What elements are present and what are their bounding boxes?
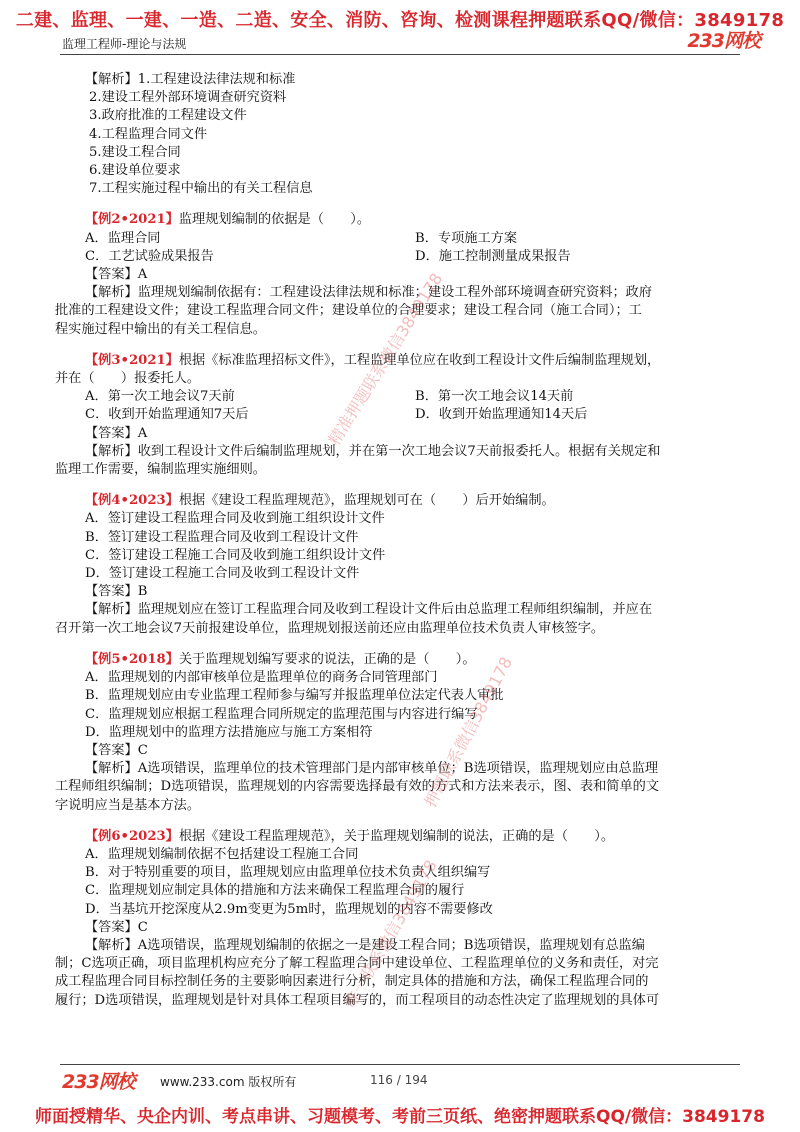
intro-line: 7.工程实施过程中输出的有关工程信息	[89, 181, 313, 197]
intro-line: 3.政府批准的工程建设文件	[89, 108, 247, 124]
logo-233-bottom: 233网校	[62, 1071, 135, 1093]
page-number: 116 / 194	[370, 1073, 428, 1087]
analysis-line: 【解析】A选项错误，监理规划编制的依据之一是建设工程合同；B选项错误，监理规划有总监编	[85, 937, 645, 953]
intro-analysis	[85, 71, 735, 198]
analysis-line: 【解析】监理规划编制依据有：工程建设法律法规和标准；建设工程外部环境调查研究资料；政府	[85, 285, 653, 301]
analysis-line: 【解析】收到工程设计文件后编制监理规划，并在第一次工地会议7天前报委托人。根据有关规定和	[85, 443, 661, 459]
option-d: D．签订建设工程施工合同及收到工程设计文件	[85, 566, 360, 582]
example-tag: 【例5•2018】	[85, 651, 179, 667]
question-stem: 根据《建设工程监理规范》，关于监理规划编制的说法，正确的是（ ）。	[178, 828, 615, 844]
analysis-line: 批准的工程建设文件；建设工程监理合同文件；建设单位的合理要求；建设工程合同（施工合同）；工	[55, 303, 642, 319]
option-b: B．第一次工地会议14天前	[415, 389, 574, 405]
bottom-promo-banner: 师面授精华、央企内训、考点串讲、习题模考、考前三页纸、绝密押题联系QQ/微信：3849178	[35, 1107, 765, 1127]
example-tag: 【例6•2023】	[85, 828, 179, 844]
analysis-line: 【解析】监理规划应在签订工程监理合同及收到工程设计文件后由总监理工程师组织编制，并应在	[85, 602, 653, 618]
analysis-line: 工程师组织编制；D选项错误，监理规划的内容需要选择最有效的方式和方法来表示，图、表和简单的文	[55, 779, 660, 795]
question-stem: 根据《建设工程监理规范》，监理规划可在（ ）后开始编制。	[178, 493, 555, 509]
option-a: A．监理合同	[85, 230, 161, 246]
page-content	[55, 71, 735, 1010]
option-c: C．监理规划应制定具体的措施和方法来确保工程监理合同的履行	[85, 883, 465, 899]
option-a: A．第一次工地会议7天前	[85, 389, 235, 405]
analysis-line: 履行；D选项错误，监理规划是针对具体工程项目编写的，而工程项目的动态性决定了监理规划的具体可	[55, 992, 660, 1008]
watermark: 唯一联系微信3849178	[340, 856, 441, 1011]
header-rule	[60, 54, 740, 55]
example-5	[55, 651, 735, 815]
watermark: 精准押题联系微信3849178	[324, 269, 447, 449]
example-tag: 【例2•2021】	[85, 212, 179, 228]
example-tag: 【例4•2023】	[85, 493, 179, 509]
option-b: B．监理规划应由专业监理工程师参与编写并报监理单位法定代表人审批	[85, 688, 504, 704]
intro-line: 6.建设单位要求	[89, 163, 181, 179]
logo-233-top: 233网校	[687, 30, 760, 52]
option-c: C．收到开始监理通知7天后	[85, 407, 249, 423]
analysis-line: 召开第一次工地会议7天前报建设单位，监理规划报送前还应由监理单位技术负责人审核签字。	[55, 620, 605, 636]
answer: 【答案】C	[85, 742, 148, 758]
question-stem: 根据《标准监理招标文件》，工程监理单位应在收到工程设计文件后编制监理规划，	[178, 352, 661, 368]
intro-line: 5.建设工程合同	[89, 144, 181, 160]
example-4	[55, 492, 735, 638]
option-d: D．监理规划中的监理方法措施应与施工方案相符	[85, 724, 373, 740]
intro-line: 2.建设工程外部环境调查研究资料	[89, 90, 287, 106]
answer: 【答案】A	[85, 425, 148, 441]
analysis-line: 程实施过程中输出的有关工程信息。	[55, 321, 266, 337]
analysis-line: 【解析】A选项错误，监理单位的技术管理部门是内部审核单位；B选项错误，监理规划应由总监理	[85, 761, 659, 777]
question-stem: 关于监理规划编写要求的说法，正确的是（ ）。	[178, 651, 476, 667]
watermark: 押题联系微信3849178	[420, 653, 516, 811]
answer: 【答案】B	[85, 584, 148, 600]
option-c: C．监理规划应根据工程监理合同所规定的监理范围与内容进行编写	[85, 706, 478, 722]
option-d: D．收到开始监理通知14天后	[415, 407, 588, 423]
intro-line: 【解析】1.工程建设法律法规和标准	[85, 72, 296, 87]
option-b: B．对于特别重要的项目，监理规划应由监理单位技术负责人组织编写	[85, 865, 491, 881]
top-promo-banner: 二建、监理、一建、一造、二造、安全、消防、咨询、检测课程押题联系QQ/微信：3849178	[15, 10, 785, 31]
option-d: D．施工控制测量成果报告	[415, 248, 571, 264]
option-b: B．签订建设工程监理合同及收到工程设计文件	[85, 529, 359, 545]
option-c: C．工艺试验成果报告	[85, 248, 214, 264]
option-b: B．专项施工方案	[415, 230, 518, 246]
answer: 【答案】A	[85, 267, 148, 283]
question-stem-cont: 并在（ ）报委托人。	[55, 371, 201, 387]
footer-rule	[60, 1064, 740, 1065]
example-3	[55, 352, 735, 479]
option-a: A．监理规划编制依据不包括建设工程施工合同	[85, 846, 359, 862]
document-subtitle: 监理工程师-理论与法规	[62, 37, 187, 51]
option-a: A．签订建设工程监理合同及收到施工组织设计文件	[85, 511, 385, 527]
intro-line: 4.工程监理合同文件	[89, 126, 208, 142]
option-c: C．签订建设工程施工合同及收到施工组织设计文件	[85, 547, 386, 563]
footer-copyright: www.233.com 版权所有	[160, 1075, 297, 1089]
analysis-line: 成工程监理合同目标控制任务的主要影响因素进行分析，制定具体的措施和方法，确保工程监理合同的	[55, 974, 649, 990]
question-stem: 监理规划编制的依据是（ ）。	[178, 212, 371, 228]
example-tag: 【例3•2021】	[85, 352, 179, 368]
answer: 【答案】C	[85, 919, 148, 935]
analysis-line: 监理工作需要，编制监理实施细则。	[55, 462, 266, 478]
analysis-line: 制；C选项正确，项目监理机构应充分了解工程监理合同中建设单位、工程监理单位的义务和责任，对完	[55, 956, 659, 972]
analysis-line: 字说明应当是基本方法。	[55, 797, 201, 813]
option-d: D．当基坑开挖深度从2.9m变更为5m时，监理规划的内容不需要修改	[85, 901, 493, 917]
option-a: A．监理规划的内部审核单位是监理单位的商务合同管理部门	[85, 670, 438, 686]
